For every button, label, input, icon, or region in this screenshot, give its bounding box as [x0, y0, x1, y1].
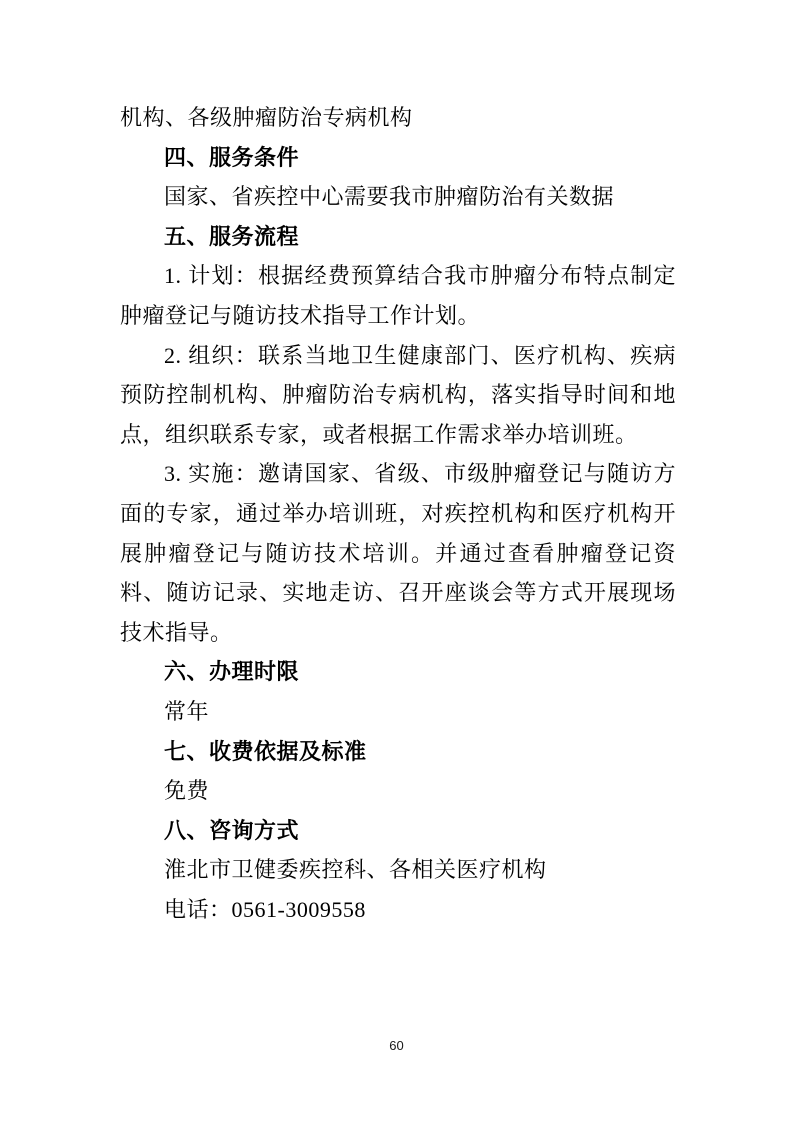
- paragraph-section-8-contact-org: 淮北市卫健委疾控科、各相关医疗机构: [164, 857, 547, 883]
- paragraph-section-5-step-3-implement: 3. 实施：邀请国家、省级、市级肿瘤登记与随访方面的专家，通过举办培训班，对疾控机构和医疗机构开展肿瘤登记与随访技术培训。并通过查看肿瘤登记资料、随访记录、实地走访、召开座谈会等方式开展现场技术指导。: [120, 461, 676, 645]
- heading-section-7-fee-basis-standard: 七、收费依据及标准: [164, 738, 367, 764]
- paragraph-section-6-body: 常年: [164, 698, 210, 724]
- heading-section-5-service-process: 五、服务流程: [164, 223, 300, 249]
- paragraph-section-5-step-2-organize: 2. 组织：联系当地卫生健康部门、医疗机构、疾病预防控制机构、肿瘤防治专病机构，落实指导时间和地点，组织联系专家，或者根据工作需求举办培训班。: [120, 342, 676, 447]
- paragraph-continuation: 机构、各级肿瘤防治专病机构: [120, 105, 413, 130]
- page-number: 60: [389, 1038, 404, 1053]
- heading-section-8-consultation-method: 八、咨询方式: [164, 817, 300, 843]
- document-body: [120, 98, 676, 929]
- paragraph-section-4-body: 国家、省疾控中心需要我市肿瘤防治有关数据: [164, 184, 615, 210]
- paragraph-section-5-step-1-plan: 1. 计划：根据经费预算结合我市肿瘤分布特点制定肿瘤登记与随访技术指导工作计划。: [120, 263, 676, 328]
- page-footer: [0, 1036, 793, 1056]
- heading-section-6-processing-time: 六、办理时限: [164, 659, 300, 685]
- paragraph-section-8-contact-phone: 电话：0561-3009558: [164, 896, 366, 922]
- heading-section-4-service-conditions: 四、服务条件: [164, 144, 300, 170]
- paragraph-section-7-body: 免费: [164, 778, 210, 804]
